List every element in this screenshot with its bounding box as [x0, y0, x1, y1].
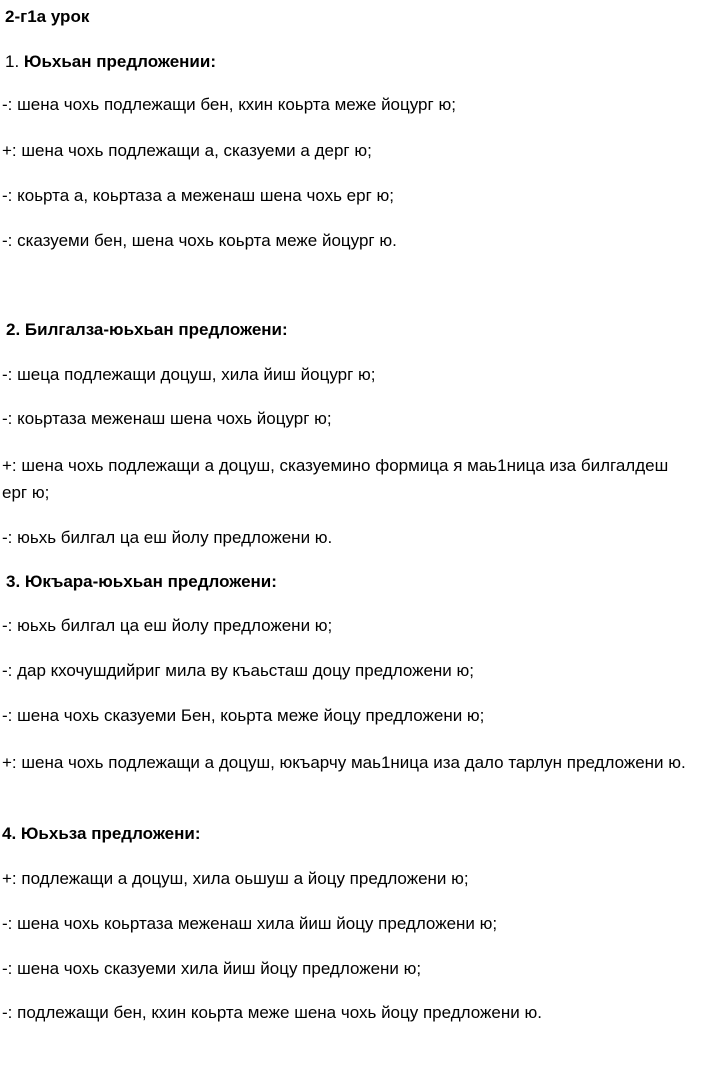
question-1-option-2: +: шена чохь подлежащи а, сказуеми а дерг ю; [2, 141, 372, 160]
question-2-option-3: +: шена чохь подлежащи а доцуш, сказуемино формица я маь1ница иза билгалдеш ерг ю; [2, 456, 669, 502]
lesson-title: 2-г1а урок [5, 7, 90, 26]
question-4-option-1: +: подлежащи а доцуш, хила оьшуш а йоцу предложени ю; [2, 869, 469, 888]
question-3-title: 3. Юкъара-юьхьан предложени: [6, 572, 277, 591]
question-1-number: 1. [5, 52, 24, 71]
question-4-title: 4. Юьхьза предложени: [2, 824, 201, 843]
question-1-option-1: -: шена чохь подлежащи бен, кхин коьрта меже йоцург ю; [2, 95, 456, 114]
question-1-option-3: -: коьрта а, коьртаза а меженаш шена чохь ерг ю; [2, 186, 394, 205]
question-3-option-1: -: юьхь билгал ца еш йолу предложени ю; [2, 616, 333, 635]
question-2-option-2: -: коьртаза меженаш шена чохь йоцург ю; [2, 409, 332, 428]
question-1-option-4: -: сказуеми бен, шена чохь коьрта меже йоцург ю. [2, 231, 397, 250]
question-3-option-3: -: шена чохь сказуеми Бен, коьрта меже йоцу предложени ю; [2, 706, 485, 725]
question-2-title: 2. Билгалза-юьхьан предложени: [6, 320, 288, 339]
question-2-option-1: -: шеца подлежащи доцуш, хила йиш йоцург ю; [2, 365, 376, 384]
question-3-option-4: +: шена чохь подлежащи а доцуш, юкъарчу маь1ница иза дало тарлун предложени ю. [2, 753, 686, 772]
question-1-title: Юьхьан предложении: [23, 52, 216, 71]
question-1-heading [5, 50, 695, 74]
question-4-option-2: -: шена чохь коьртаза меженаш хила йиш йоцу предложени ю; [2, 914, 498, 933]
question-2-option-4: -: юьхь билгал ца еш йолу предложени ю. [2, 528, 333, 547]
question-4-option-4: -: подлежащи бен, кхин коьрта меже шена чохь йоцу предложени ю. [2, 1003, 542, 1022]
question-3-option-2: -: дар кхочушдийриг мила ву къаьсташ доцу предложени ю; [2, 661, 474, 680]
question-4-option-3: -: шена чохь сказуеми хила йиш йоцу предложени ю; [2, 959, 422, 978]
